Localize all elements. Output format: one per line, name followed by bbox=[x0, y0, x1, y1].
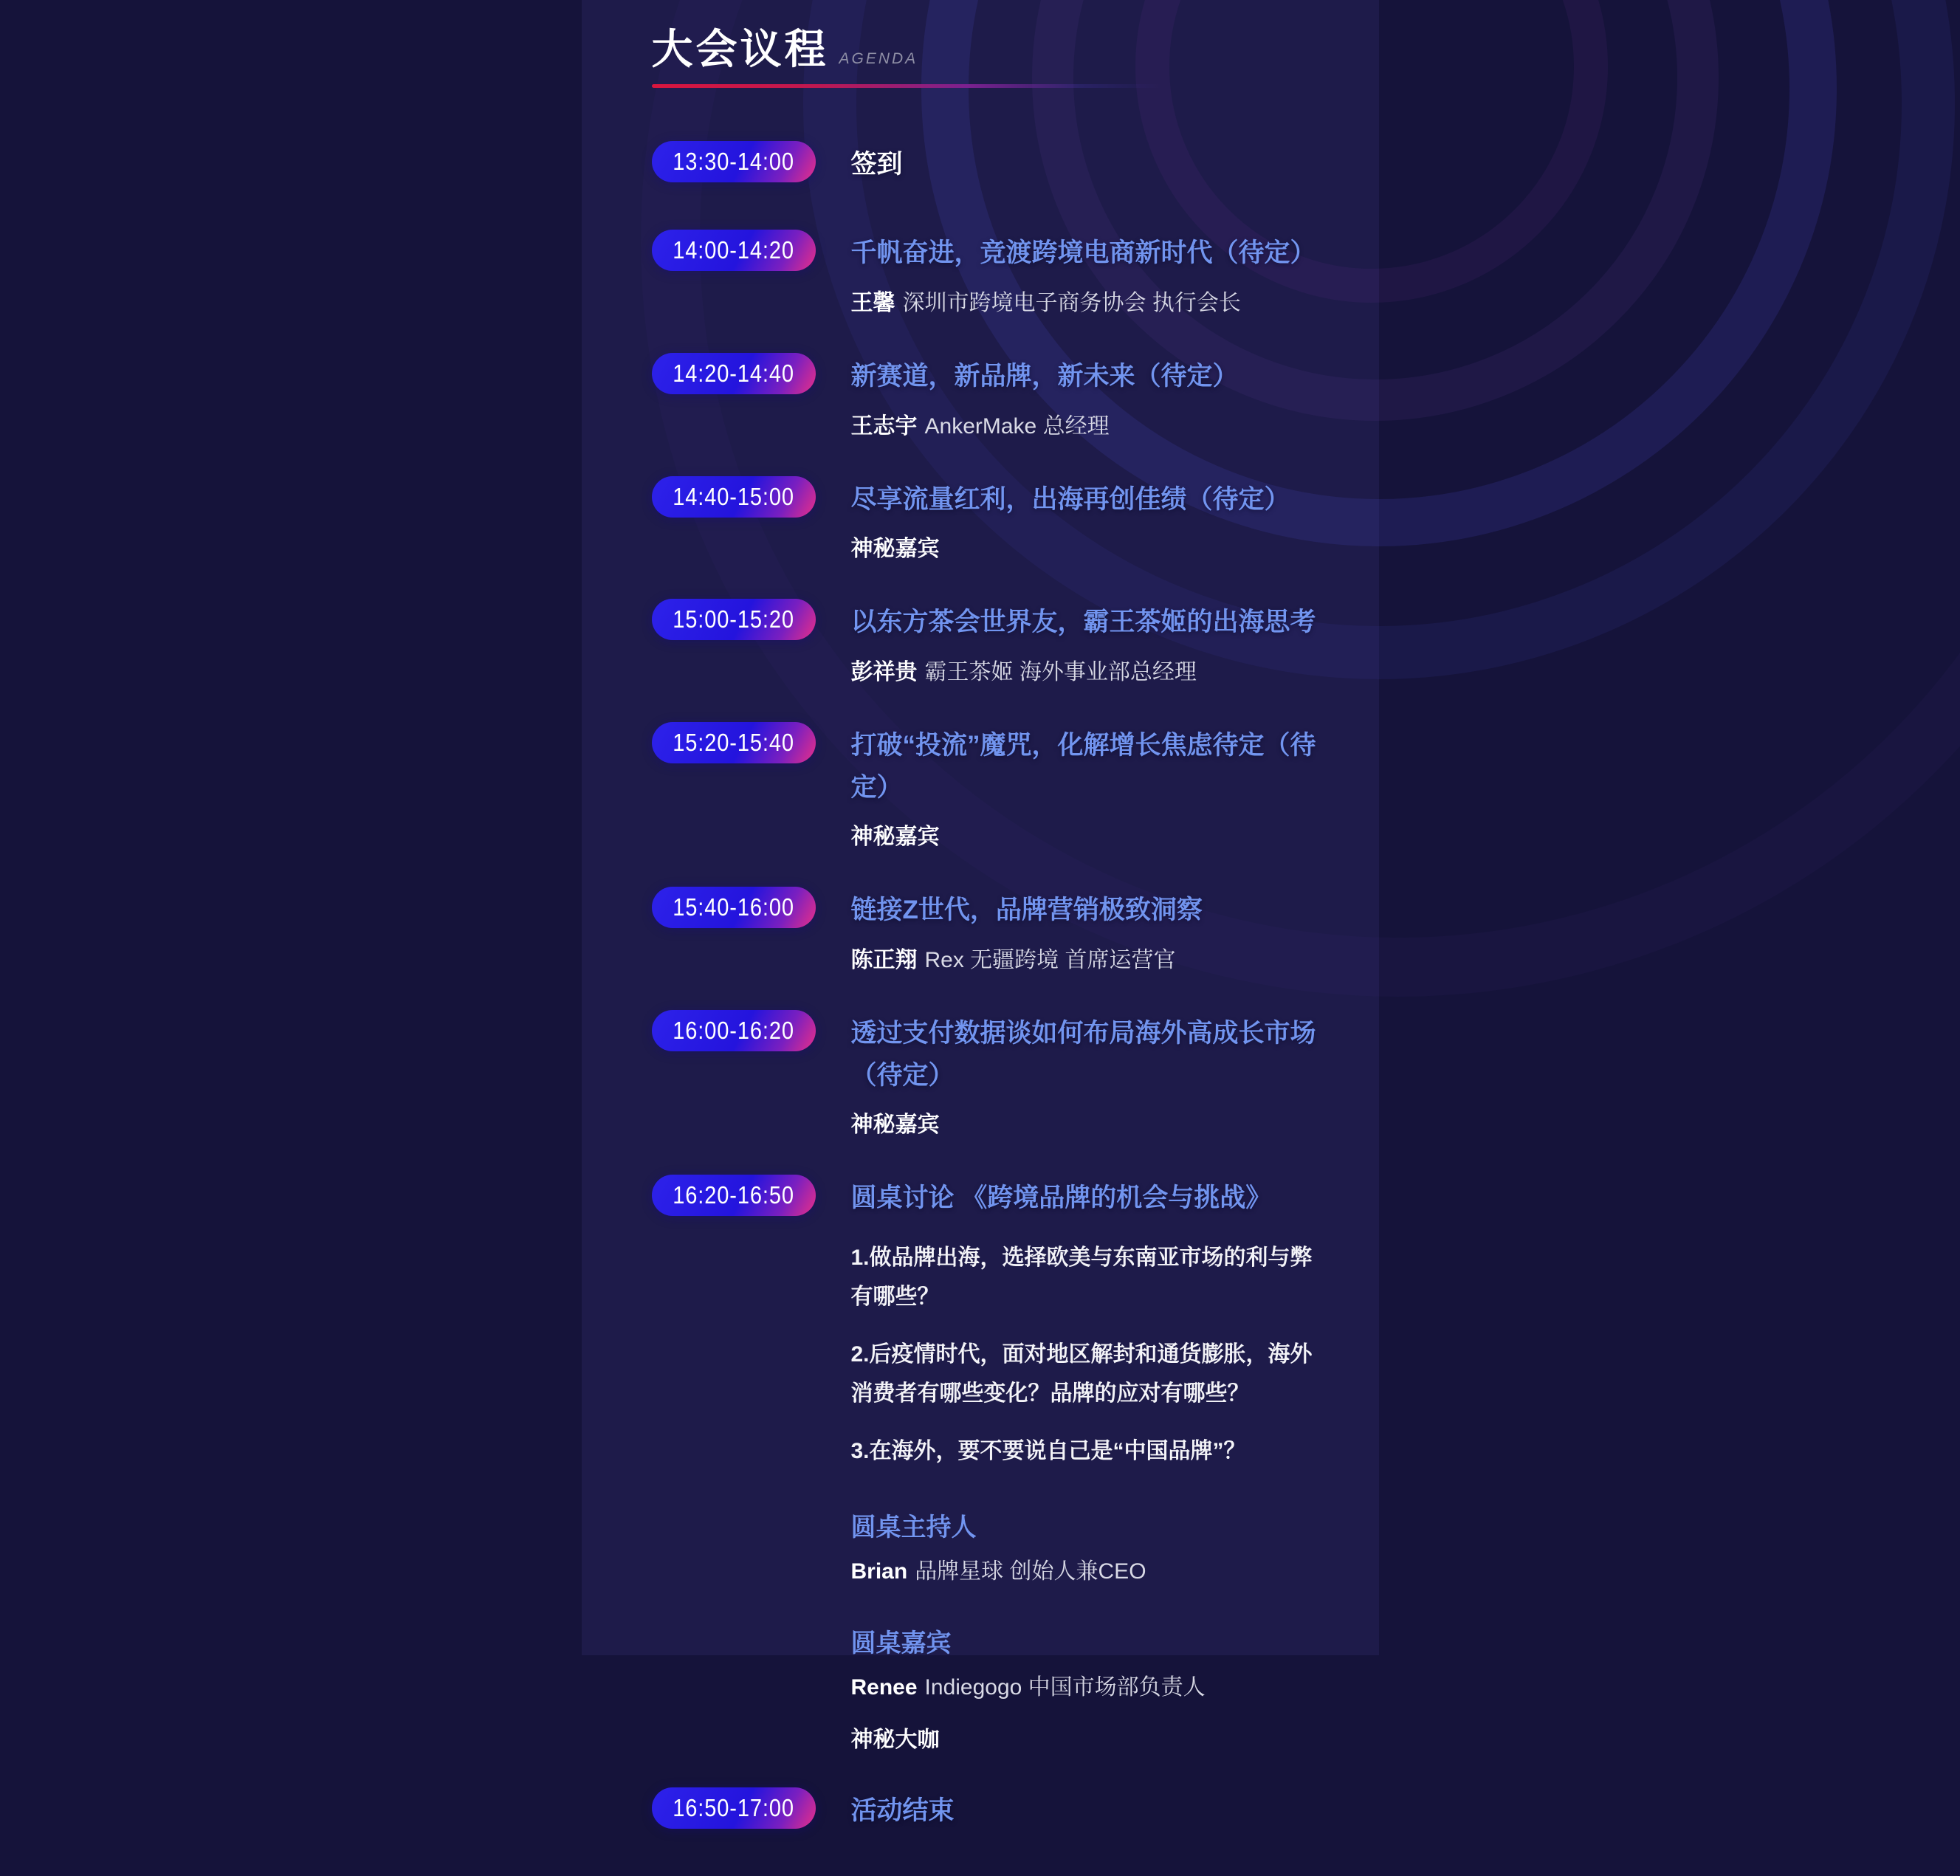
speaker-line bbox=[851, 411, 1320, 442]
session-title: 千帆奋进，竞渡跨境电商新时代（待定） bbox=[851, 233, 1320, 275]
time-text: 16:50-17:00 bbox=[673, 1794, 794, 1822]
agenda-poster bbox=[582, 0, 1379, 1655]
time-badge bbox=[652, 722, 816, 763]
time-text: 16:00-16:20 bbox=[673, 1017, 794, 1045]
roundtable-guest-line bbox=[851, 1672, 1320, 1703]
speaker-line bbox=[851, 657, 1320, 688]
agenda-row bbox=[652, 353, 1335, 442]
time-text: 14:40-15:00 bbox=[673, 483, 794, 511]
agenda-row-end bbox=[652, 1787, 1335, 1832]
time-text: 14:20-14:40 bbox=[673, 360, 794, 388]
agenda-row-roundtable bbox=[652, 1175, 1335, 1753]
roundtable-topic-1: 1.做品牌出海，选择欧美与东南亚市场的利与弊有哪些？ bbox=[851, 1239, 1320, 1316]
time-text: 14:00-14:20 bbox=[673, 236, 794, 264]
page-title: 大会议程 bbox=[652, 27, 829, 72]
time-badge bbox=[652, 353, 816, 394]
speaker-name: 王志宇 bbox=[851, 414, 918, 439]
agenda-row bbox=[652, 1010, 1335, 1141]
time-text: 15:40-16:00 bbox=[673, 893, 794, 921]
agenda-list bbox=[652, 141, 1335, 1832]
session-title: 新赛道，新品牌，新未来（待定） bbox=[851, 356, 1320, 398]
time-badge bbox=[652, 141, 816, 182]
session-title: 以东方茶会世界友，霸王茶姬的出海思考 bbox=[851, 602, 1320, 644]
speaker-line bbox=[851, 288, 1320, 319]
session-title: 链接Z世代，品牌营销极致洞察 bbox=[851, 890, 1320, 932]
page-subtitle: AGENDA bbox=[839, 50, 918, 68]
speaker-name: Brian bbox=[851, 1559, 908, 1584]
speaker-name: Renee bbox=[851, 1675, 918, 1700]
roundtable-guest-extra: 神秘大咖 bbox=[851, 1721, 1320, 1753]
session-title: 透过支付数据谈如何布局海外高成长市场（待定） bbox=[851, 1013, 1320, 1096]
header-accent-line bbox=[652, 84, 1161, 88]
speaker-name: 神秘嘉宾 bbox=[851, 1113, 940, 1137]
roundtable-guest-heading: 圆桌嘉宾 bbox=[851, 1623, 1320, 1659]
time-text: 15:00-15:20 bbox=[673, 605, 794, 633]
agenda-row bbox=[652, 722, 1335, 853]
agenda-row-signin bbox=[652, 141, 1335, 186]
session-title: 打破“投流”魔咒，化解增长焦虑待定（待定） bbox=[851, 725, 1320, 808]
speaker-line bbox=[851, 534, 1320, 565]
speaker-line bbox=[851, 822, 1320, 853]
roundtable-topic-3: 3.在海外，要不要说自己是“中国品牌”？ bbox=[851, 1432, 1320, 1471]
speaker-name: 彭祥贵 bbox=[851, 660, 918, 684]
speaker-line bbox=[851, 1110, 1320, 1141]
speaker-role: AnkerMake 总经理 bbox=[925, 414, 1110, 439]
session-title: 尽享流量红利，出海再创佳绩（待定） bbox=[851, 479, 1320, 521]
session-title: 活动结束 bbox=[851, 1790, 1320, 1832]
agenda-row bbox=[652, 887, 1335, 976]
speaker-role: Indiegogo 中国市场部负责人 bbox=[925, 1675, 1206, 1700]
session-title: 签到 bbox=[851, 144, 1320, 186]
time-badge bbox=[652, 476, 816, 518]
speaker-role: 霸王茶姬 海外事业部总经理 bbox=[925, 660, 1197, 684]
time-text: 13:30-14:00 bbox=[673, 148, 794, 176]
speaker-role: 深圳市跨境电子商务协会 执行会长 bbox=[903, 291, 1241, 315]
time-badge bbox=[652, 230, 816, 271]
speaker-role: Rex 无疆跨境 首席运营官 bbox=[925, 948, 1176, 972]
time-badge bbox=[652, 887, 816, 928]
speaker-line bbox=[851, 945, 1320, 976]
roundtable-topic-2: 2.后疫情时代，面对地区解封和通货膨胀，海外消费者有哪些变化？品牌的应对有哪些？ bbox=[851, 1336, 1320, 1413]
time-badge bbox=[652, 1010, 816, 1051]
time-badge bbox=[652, 1787, 816, 1829]
time-badge bbox=[652, 599, 816, 640]
time-text: 16:20-16:50 bbox=[673, 1181, 794, 1209]
agenda-row bbox=[652, 476, 1335, 566]
session-title: 圆桌讨论 《跨境品牌的机会与挑战》 bbox=[851, 1178, 1320, 1220]
agenda-row bbox=[652, 599, 1335, 688]
page-header bbox=[652, 27, 1335, 72]
speaker-name: 陈正翔 bbox=[851, 948, 918, 972]
agenda-row bbox=[652, 230, 1335, 319]
speaker-role: 品牌星球 创始人兼CEO bbox=[915, 1559, 1146, 1584]
speaker-name: 王馨 bbox=[851, 291, 895, 315]
speaker-name: 神秘嘉宾 bbox=[851, 825, 940, 849]
time-text: 15:20-15:40 bbox=[673, 729, 794, 757]
roundtable-host-line bbox=[851, 1556, 1320, 1587]
speaker-name: 神秘嘉宾 bbox=[851, 537, 940, 561]
roundtable-host-heading: 圆桌主持人 bbox=[851, 1507, 1320, 1543]
time-badge bbox=[652, 1175, 816, 1216]
